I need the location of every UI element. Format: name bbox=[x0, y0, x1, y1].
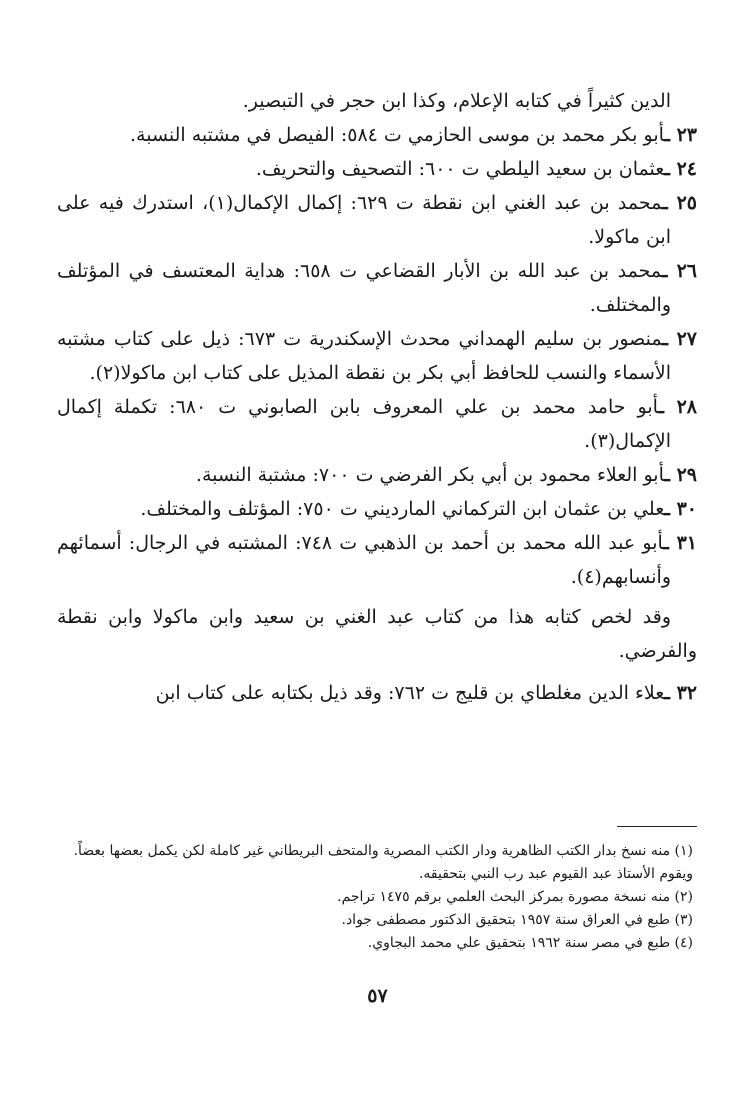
entry-list bbox=[57, 118, 697, 594]
entry-number: ٣٢ ـ bbox=[664, 682, 697, 704]
entry-24 bbox=[57, 152, 697, 186]
entry-28 bbox=[57, 390, 697, 458]
footnote-4: (٤) طبع في مصر سنة ١٩٦٢ بتحقيق علي محمد البجاوي. bbox=[367, 935, 693, 951]
entry-number: ٢٦ ـ bbox=[661, 260, 697, 282]
entry-text: أبو العلاء محمود بن أبي بكر الفرضي ت ٧٠٠: مشتبة النسبة. bbox=[195, 464, 665, 486]
footnote-3: (٣) طبع في العراق سنة ١٩٥٧ بتحقيق الدكتور مصطفى جواد. bbox=[341, 912, 693, 928]
intro-line: الدين كثيراً في كتابه الإعلام، وكذا ابن حجر في التبصير. bbox=[242, 90, 671, 112]
entry-number: ٢٩ ـ bbox=[664, 464, 697, 486]
entry-32 bbox=[57, 676, 697, 710]
entry-text: عثمان بن سعيد اليلطي ت ٦٠٠: التصحيف والتحريف. bbox=[255, 158, 665, 180]
entry-text: أبو بكر محمد بن موسى الحازمي ت ٥٨٤: الفيصل في مشتبه النسبة. bbox=[129, 124, 665, 146]
main-text bbox=[57, 84, 697, 710]
entry-number: ٢٨ ـ bbox=[658, 396, 698, 418]
entry-text: أبو عبد الله محمد بن أحمد بن الذهبي ت ٧٤٨: المشتبه في الرجال: أسمائهم وأنسابهم(٤). bbox=[57, 532, 671, 588]
entry-number: ٢٤ ـ bbox=[664, 158, 697, 180]
spacer bbox=[57, 668, 697, 676]
entry-29 bbox=[57, 458, 697, 492]
entry-number: ٣١ ـ bbox=[663, 532, 697, 554]
entry-25 bbox=[57, 186, 697, 254]
entry-26 bbox=[57, 254, 697, 322]
footnote-1: (١) منه نسخ بدار الكتب الظاهرية ودار الكتب المصرية والمتحف البريطاني غير كاملة لكن يكمل بعضها بعضاً. ويقوم الأستاذ عبد القيوم عبد رب النبي بتحقيقه. bbox=[73, 843, 693, 882]
footnote-2: (٢) منه نسخة مصورة بمركز البحث العلمي برقم ١٤٧٥ تراجم. bbox=[337, 889, 693, 905]
entry-30 bbox=[57, 492, 697, 526]
entry-23 bbox=[57, 118, 697, 152]
entry-number: ٣٠ ـ bbox=[664, 498, 697, 520]
entry-text: علاء الدين مغلطاي بن قليج ت ٧٦٢: وقد ذيل بكتابه على كتاب ابن bbox=[155, 682, 665, 704]
entry-27 bbox=[57, 322, 697, 390]
entry-text: محمد بن عبد الله بن الأبار القضاعي ت ٦٥٨: هداية المعتسف في المؤتلف والمختلف. bbox=[57, 260, 671, 316]
entry-text: منصور بن سليم الهمداني محدث الإسكندرية ت ٦٧٣: ذيل على كتاب مشتبه الأسماء والنسب للحافظ أبي بكر بن نقطة المذيل على كتاب ابن ماكولا(٢). bbox=[57, 328, 671, 384]
entry-text: علي بن عثمان ابن التركماني المارديني ت ٧٥٠: المؤتلف والمختلف. bbox=[140, 498, 665, 520]
entry-number: ٢٣ ـ bbox=[664, 124, 697, 146]
page-number: ٥٧ bbox=[367, 985, 388, 1007]
entry-text: محمد بن عبد الغني ابن نقطة ت ٦٢٩: إكمال الإكمال(١)، استدرك فيه على ابن ماكولا. bbox=[57, 192, 671, 248]
entry-number: ٢٧ ـ bbox=[662, 328, 697, 350]
entry-number: ٢٥ ـ bbox=[662, 192, 697, 214]
entry-31 bbox=[57, 526, 697, 594]
footnote-separator bbox=[617, 826, 697, 827]
summary-paragraph: وقد لخص كتابه هذا من كتاب عبد الغني بن سعيد وابن ماكولا وابن نقطة والفرضي. bbox=[57, 606, 697, 662]
footnotes bbox=[61, 840, 693, 955]
entry-text: أبو حامد محمد بن علي المعروف بابن الصابوني ت ٦٨٠: تكملة إكمال الإكمال(٣). bbox=[57, 396, 671, 452]
